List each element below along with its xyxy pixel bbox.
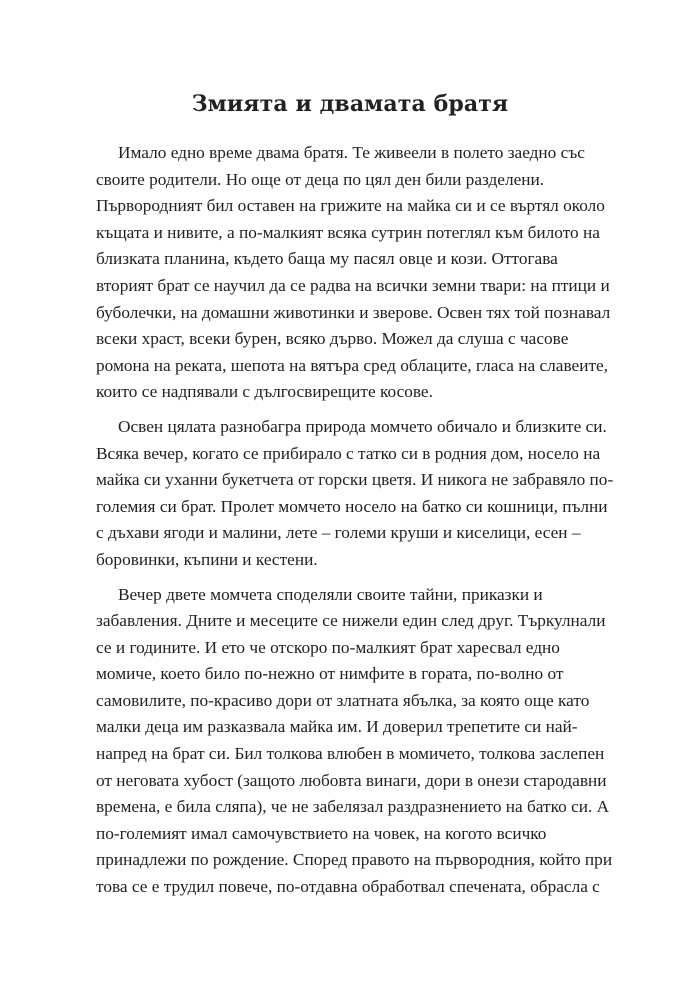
chapter-title: Змията и двамата братя [191,91,509,117]
text-line: Първородният бил оставен на грижите на майка си и се въртял около [96,196,605,216]
text-line: майка си уханни букетчета от горски цветя. И никога не забравяло по- [96,470,614,490]
text-line: с дъхави ягоди и малини, лете – големи круши и киселици, есен – [96,523,581,543]
text-line: напред на брат си. Бил толкова влюбен в момичето, толкова заслепен [96,744,605,764]
text-line: Вечер двете момчета споделяли своите тайни, приказки и [118,584,543,604]
paragraph-gap [96,574,616,582]
text-line: боровинки, къпини и кестени. [96,549,318,569]
text-line: ромона на реката, шепота на вятъра сред облаците, гласа на славеите, [96,355,608,375]
text-line: по-големият имал самочувствието на човек, на когото всичко [96,823,547,843]
text-line: къщата и нивите, а по-малкият всяка сутрин потеглял към билото на [96,222,600,242]
text-line: вторият брат се научил да се радва на всички земни твари: на птици и [96,275,610,295]
text-line: времена, е била сляпа), че не забелязал раздразнението на батко си. А [96,797,610,817]
paragraph-2 [96,414,616,574]
text-line: близката планина, където баща му пасял овце и кози. Оттогава [96,249,558,269]
text-line: принадлежи по рождение. Според правото на първородния, който при [96,850,613,870]
text-line: от неговата хубост (защото любовта винаги, дори в онези стародавни [96,770,607,790]
text-line: своите родители. Но още от деца по цял ден били разделени. [96,169,545,189]
text-line: Всяка вечер, когато се прибирало с татко си в родния дом, носело на [96,443,601,463]
text-line: всеки храст, всеки бурен, всяко дърво. Можел да слуша с часове [96,329,569,349]
paragraph-gap [96,406,616,414]
text-line: забавления. Дните и месеците се нижели един след друг. Търкулнали [96,611,606,631]
text-line: се и годините. И ето че отскоро по-малкият брат харесвал едно [96,637,560,657]
text-line: Освен цялата разнобагра природа момчето обичало и близките си. [118,416,607,436]
text-line: които се надпявали с дългосвирещите косове. [96,382,433,402]
paragraph-3 [96,582,616,901]
text-line: малки деца им разказвала майка им. И доверил трепетите си най- [96,717,578,737]
chapter-body [96,140,616,901]
text-line: самовилите, по-красиво дори от златната ябълка, за която още като [96,690,590,710]
paragraph-1 [96,140,616,406]
text-line: големия си брат. Пролет момчето носело на батко си кошници, пълни [96,496,608,516]
text-line: буболечки, на домашни животинки и зверове. Освен тях той познавал [96,302,611,322]
text-line: Имало едно време двама братя. Те живеели в полето заедно със [118,143,585,162]
text-line: това се е трудил повече, по-отдавна обработвал спечената, обрасла с [96,877,600,897]
text-line: момиче, което било по-нежно от нимфите в гората, по-волно от [96,664,564,684]
